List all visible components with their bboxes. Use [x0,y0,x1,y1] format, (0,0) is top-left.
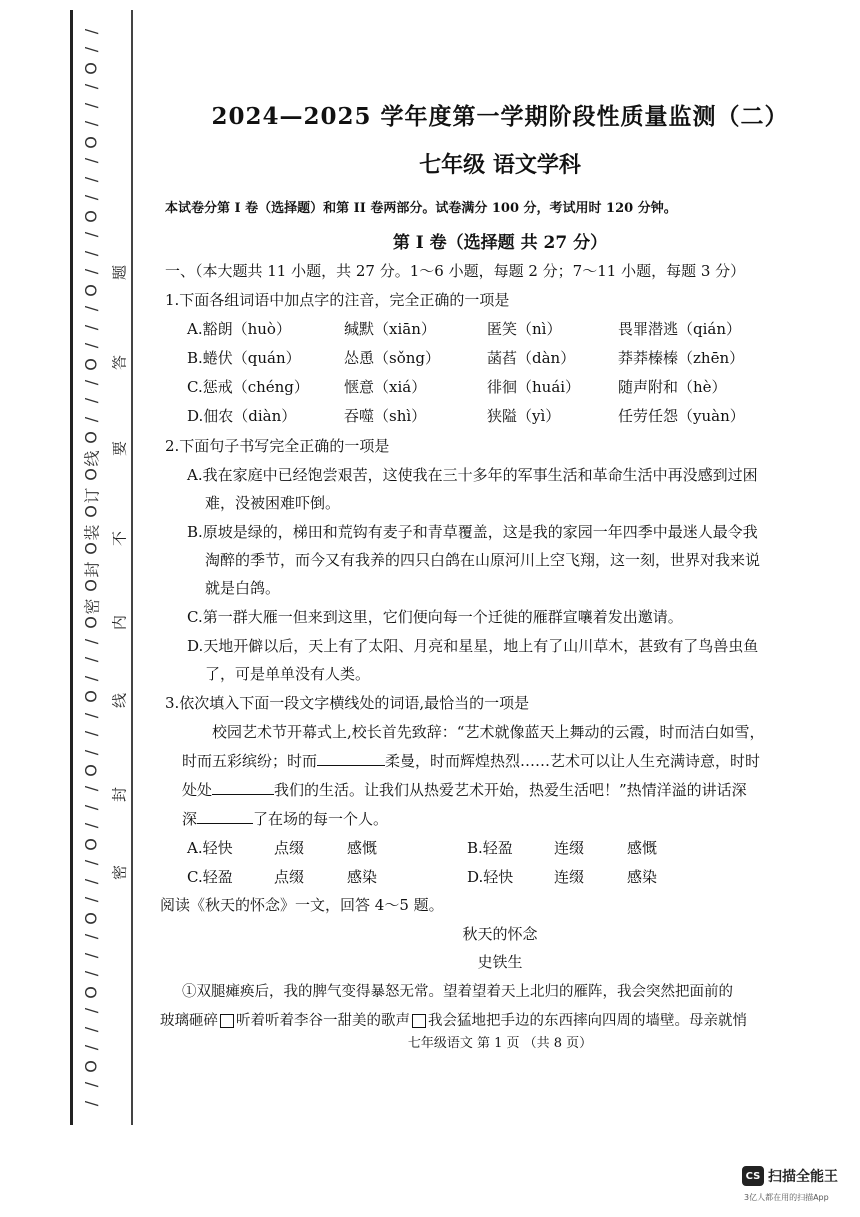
reading-title: 秋天的怀念 [462,925,538,943]
q2-line: 了，可是单单没有人类。 [205,665,371,683]
q1-option: 吞噬（shì） [344,407,427,425]
binding-mark: O [81,1059,101,1073]
reading-text: 玻璃砸碎 [160,1013,218,1029]
punctuation-box [412,1014,426,1028]
q2-line: C.第一群大雁一但来到这里，它们便向每一个迁徙的雁群宣嚷着发出邀请。 [187,608,683,626]
binding-mark: O [81,209,101,223]
binding-mark: O [81,690,101,703]
q3-option: A.轻快 [187,839,233,857]
q1-option: 随声附和（hè） [618,378,727,396]
q1-option: A.豁朗（huò） [187,320,291,338]
reading-text: 我会猛地把手边的东西摔向四周的墙壁。母亲就悄 [428,1013,747,1029]
binding-mark: / [81,232,101,238]
seal-char: 答 [110,355,129,371]
q3-text: 我们的生活。让我们从热爱艺术开始，热爱生活吧！”热情洋溢的讲话深 [274,781,747,799]
binding-mark: / [81,28,101,35]
seal-char: 题 [110,265,129,281]
reading-intro: 阅读《秋天的怀念》一文，回答 4～5 题。 [160,896,444,914]
q1-option: 徘徊（huái） [487,378,581,396]
reading-text: 听着听着李谷一甜美的歌声 [236,1013,410,1029]
q2-line: A.我在家庭中已经饱尝艰苦，这使我在三十多年的军事生活和革命生活中再没感到过困 [187,466,758,484]
q3-passage [182,779,747,800]
seal-char: 封 [110,787,129,803]
q3-text: 处处 [182,781,213,799]
binding-mark: / [81,268,101,275]
binding-mark: / [81,1044,101,1051]
page-footer: 七年级语文 第 1 页 （共 8 页） [407,1036,593,1051]
binding-mark: / [81,102,101,109]
binding-mark: / [81,971,101,977]
q1-option: 怂恿（sǒng） [344,349,440,367]
fill-blank [197,809,253,824]
binding-mark: / [81,730,101,737]
q1-stem: 1.下面各组词语中加点字的注音，完全正确的一项是 [165,291,510,309]
q3-stem: 3.依次填入下面一段文字横线处的词语,最恰当的一项是 [165,694,530,712]
seal-char: 内 [110,615,129,631]
q2-line: 难，没被困难吓倒。 [205,494,341,512]
q3-text: 深 [182,810,198,828]
q3-option: D.轻快 [467,868,514,886]
binding-mark: O [81,838,101,851]
binding-mark: O [81,505,101,519]
fill-blank [212,780,274,795]
binding-mark: O [81,764,101,777]
binding-mark: O [81,431,101,445]
q1-option: C.惩戒（chéng） [187,378,309,396]
binding-mark: / [81,1100,101,1106]
cs-logo-icon: CS [742,1166,764,1186]
q3-option: 点缀 [274,868,305,886]
binding-mark: / [81,84,101,90]
binding-mark: / [81,656,101,663]
part-header: 一、（本大题共 11 小题，共 27 分。1～6 小题，每题 2 分；7～11 小题，每题 3 分） [165,262,746,280]
binding-mark: O [81,579,101,593]
q1-option: 莽莽榛榛（zhēn） [618,349,745,367]
q1-option: 任劳任怨（yuàn） [618,407,745,425]
binding-mark: / [81,860,101,866]
binding-mark: 密 [82,598,102,615]
q3-option: 点缀 [274,839,305,857]
exam-subtitle: 七年级 语文学科 [419,152,581,178]
q3-text: 了在场的每一个人。 [253,810,389,828]
binding-mark: 装 [82,524,102,541]
q3-passage: 校园艺术节开幕式上,校长首先致辞：“艺术就像蓝天上舞动的云霞，时而洁白如雪， [212,723,765,741]
binding-mark: / [81,195,101,201]
binding-mark: / [81,952,101,958]
scanner-watermark [742,1166,838,1186]
binding-mark: / [81,250,101,256]
q3-passage [182,808,388,829]
binding-mark: O [81,542,101,556]
binding-mark: O [81,911,101,925]
exam-notice: 本试卷分第 I 卷（选择题）和第 II 卷两部分。试卷满分 100 分，考试用时 120 分钟。 [165,201,677,216]
binding-mark: / [81,121,101,127]
binding-mark: O [81,357,101,371]
binding-mark: / [81,305,101,312]
q3-option: 连缀 [554,839,585,857]
binding-mark: / [81,878,101,885]
q3-option: 感染 [627,868,658,886]
binding-mark: / [81,712,101,718]
punctuation-box [220,1014,234,1028]
seal-char: 不 [110,531,129,547]
exam-title: 2024—2025 学年度第一学期阶段性质量监测（二） [211,103,789,130]
binding-mark: / [81,398,101,404]
q1-option: D.佃农（diàn） [187,407,297,425]
binding-mark: / [81,158,101,164]
binding-mark: O [81,616,101,629]
binding-mark: 封 [82,561,102,578]
q1-option: B.蜷伏（quán） [187,349,301,367]
binding-mark: O [81,283,101,297]
q3-passage [182,750,760,771]
binding-mark: / [81,324,101,330]
seal-char: 线 [110,693,129,709]
binding-mark: / [81,1081,101,1088]
binding-mark: / [81,934,101,940]
binding-mark: / [81,1007,101,1014]
binding-mark: / [81,176,101,182]
binding-mark: / [81,1026,101,1032]
reading-author: 史铁生 [477,953,523,971]
q3-option: 感慨 [347,839,378,857]
q3-text: 时而五彩缤纷；时而 [182,752,318,770]
binding-mark: O [81,468,101,482]
q2-line: D.天地开僻以后，天上有了太阳、月亮和星星，地上有了山川草木，甚致有了鸟兽虫鱼 [187,637,759,655]
binding-mark: O [81,985,101,999]
q1-option: 惬意（xiá） [344,378,427,396]
reading-line: ①双腿瘫痪后，我的脾气变得暴怒无常。望着望着天上北归的雁阵，我会突然把面前的 [182,984,733,1000]
fill-blank [317,751,385,766]
binding-mark: / [81,823,101,829]
q3-text: 柔曼，时而辉煌热烈……艺术可以让人生充满诗意，时时 [385,752,761,770]
q2-stem: 2.下面句子书写完全正确的一项是 [165,437,390,455]
q3-option: B.轻盈 [467,839,513,857]
binding-mark: / [81,638,101,644]
q2-line: B.原坡是绿的，梯田和荒钩有麦子和青草覆盖，这是我的家园一年四季中最迷人最令我 [187,523,758,541]
binding-line-inner [131,10,133,1125]
binding-mark: 线 [82,450,102,467]
section-title: 第 I 卷（选择题 共 27 分） [392,233,608,253]
q1-option: 缄默（xiān） [344,320,436,338]
binding-mark: / [81,416,101,423]
binding-mark: / [81,47,101,53]
binding-marks [78,12,104,1122]
q1-option: 畏罪潜逃（qián） [618,320,742,338]
binding-mark: / [81,675,101,681]
q1-option: 菡萏（dàn） [487,349,576,367]
binding-mark: 订 [82,487,102,504]
q2-line: 淘醉的季节，而今又有我养的四只白鸽在山原河川上空飞翔，这一刻，世界对我来说 [205,551,761,569]
binding-mark: O [81,62,101,75]
q1-option: 狭隘（yì） [487,407,561,425]
q3-option: C.轻盈 [187,868,233,886]
watermark-name: 扫描全能王 [768,1169,838,1185]
seal-char: 密 [110,865,129,881]
binding-mark: O [81,136,101,149]
q3-option: 感慨 [627,839,658,857]
reading-line [160,1009,747,1030]
seal-char: 要 [110,441,129,457]
q1-option: 匿笑（nì） [487,320,562,338]
binding-mark: / [81,749,101,755]
binding-mark: / [81,897,101,903]
binding-mark: / [81,804,101,811]
q3-option: 连缀 [554,868,585,886]
binding-mark: / [81,786,101,792]
binding-line [70,10,73,1125]
binding-mark: / [81,342,101,349]
q3-option: 感染 [347,868,378,886]
q2-line: 就是白鸽。 [205,579,281,597]
binding-mark: / [81,379,101,386]
watermark-tagline: 3亿人都在用的扫描App [744,1193,829,1202]
